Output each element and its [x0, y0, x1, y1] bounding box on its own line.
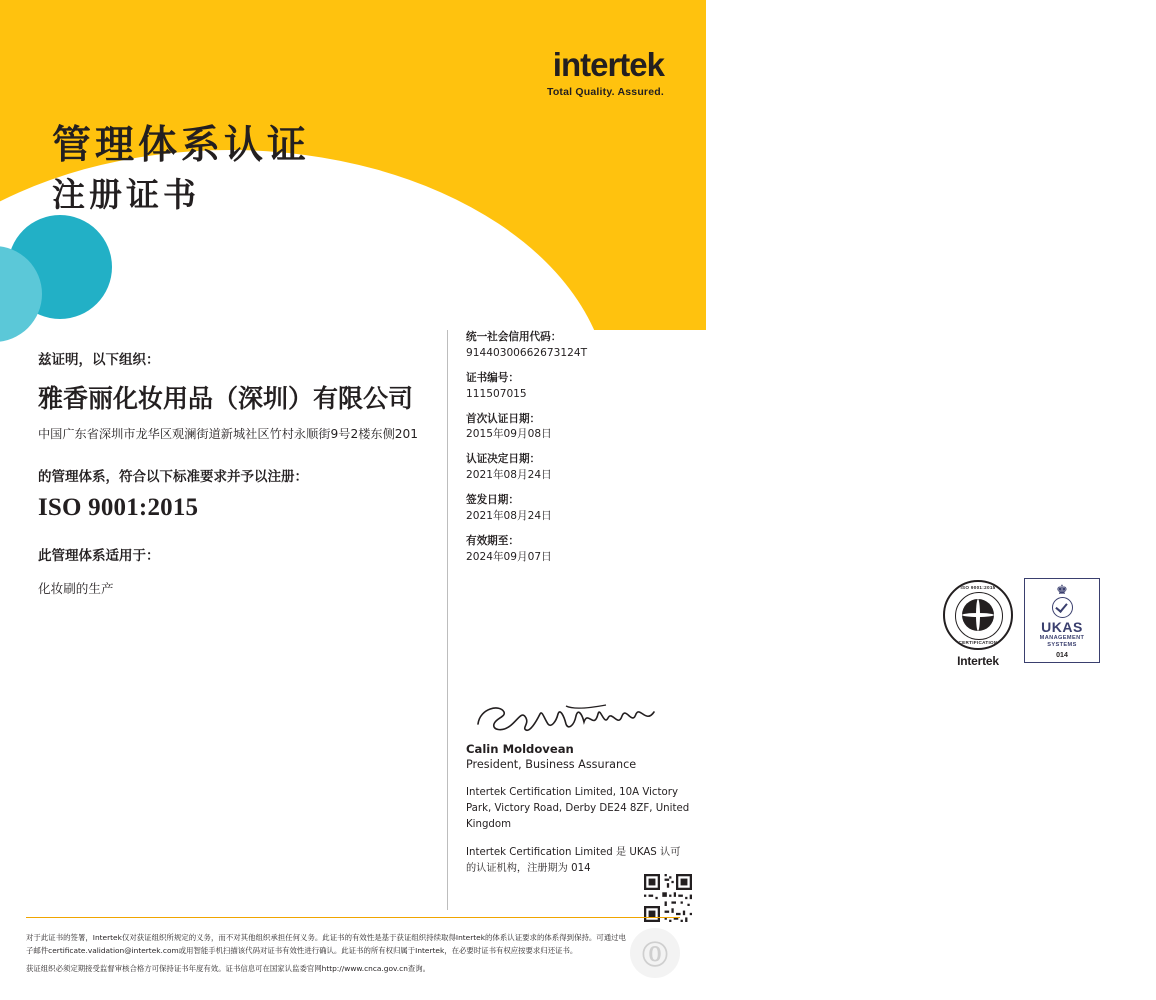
certification-seal-icon: [943, 580, 1013, 650]
detail-label: 首次认证日期：: [466, 412, 541, 425]
intertek-seal: [939, 580, 1017, 668]
detail-value: 2024年09月07日: [466, 550, 552, 563]
organization-address: 中国广东省深圳市龙华区观澜街道新城社区竹村永顺街9号2楼东侧201: [38, 427, 419, 441]
standard-name: ISO 9001:2015: [38, 494, 199, 522]
detail-value: 2021年08月24日: [466, 469, 552, 482]
intertek-logo: [547, 48, 664, 98]
signer-title: President, Business Assurance: [466, 758, 637, 771]
certificate-body: [38, 348, 438, 597]
detail-row: [466, 534, 690, 566]
detail-label: 签发日期：: [466, 494, 519, 507]
footer-paragraph-1: 对于此证书的签署，Intertek仅对获证组织所规定的义务，而不对其他组织承担任何义务。此证书的有效性是基于获证组织持续取得Intertek的体系认证要求的体系得到保持。可通过电子邮件certificate.validation@intertek.com或用智能手机扫描该代码对证书有效性进行确认。此证书的所有权归属于Intertek，在必要时证书有权应按要求归还证书。: [26, 932, 626, 955]
scope-text: 化妆刷的生产: [38, 581, 114, 597]
detail-label: 有效期至：: [466, 534, 519, 547]
intertek-logo-wordmark: intertek: [552, 46, 664, 83]
organization-name: 雅香丽化妆用品（深圳）有限公司: [38, 384, 414, 413]
column-divider: [447, 330, 448, 910]
footer-paragraph-2: 获证组织必须定期接受监督审核合格方可保持证书年度有效。证书信息可在国家认监委官网http://www.cnca.gov.cn查询。: [26, 964, 431, 974]
ukas-mark: [1024, 578, 1100, 663]
signer-name: Calin Moldovean: [466, 742, 574, 756]
footer-divider: [26, 917, 680, 918]
detail-row: [466, 330, 690, 362]
ukas-wordmark: UKAS: [1041, 619, 1083, 635]
intertek-mark-label: Intertek: [957, 654, 999, 668]
detail-label: 认证决定日期：: [466, 453, 541, 466]
signature-image: [470, 700, 670, 736]
detail-label: 证书编号：: [466, 371, 519, 384]
footer-disclaimer: [26, 932, 626, 982]
detail-row: [466, 371, 690, 403]
detail-value: 2015年09月08日: [466, 428, 552, 441]
seal-top-text: ISO 9001:2015: [960, 585, 996, 590]
intertek-logo-tagline: Total Quality. Assured.: [546, 86, 664, 98]
detail-value: 2021年08月24日: [466, 510, 552, 523]
crown-icon: ♚: [1056, 582, 1068, 597]
certificate-details: [466, 330, 1085, 668]
intertek-watermark-icon: ⓪: [630, 928, 680, 978]
checkmark-icon: [1052, 597, 1073, 618]
scope-intro-text: 此管理体系适用于：: [38, 548, 160, 565]
lead-text: 兹证明，以下组织：: [38, 352, 160, 368]
seal-bottom-text: CERTIFICATION: [958, 640, 998, 645]
page-title-line1: 管理体系认证: [52, 123, 311, 168]
page-title: [52, 120, 310, 217]
page-title-line2: 注册证书: [52, 174, 200, 214]
detail-row: [466, 452, 690, 484]
company-address: Intertek Certification Limited, 10A Victory Park, Victory Road, Derby DE24 8ZF, United Kingdom: [466, 787, 690, 830]
globe-icon: [962, 599, 994, 631]
detail-row: [466, 493, 690, 525]
detail-row: [466, 412, 690, 444]
ukas-number: 014: [1056, 651, 1068, 659]
accreditation-note: Intertek Certification Limited 是 UKAS 认可的认证机构，注册期为 014: [466, 847, 681, 875]
detail-value: 91440300662673124T: [466, 346, 588, 359]
standard-intro-text: 的管理体系，符合以下标准要求并予以注册：: [38, 469, 308, 486]
detail-value: 111507015: [466, 387, 527, 400]
signature-block: [466, 700, 690, 877]
ukas-subtitle: MANAGEMENT SYSTEMS: [1039, 635, 1085, 648]
qr-code[interactable]: [644, 874, 692, 922]
detail-label: 统一社会信用代码：: [466, 331, 562, 343]
accreditation-marks: [932, 580, 1156, 680]
